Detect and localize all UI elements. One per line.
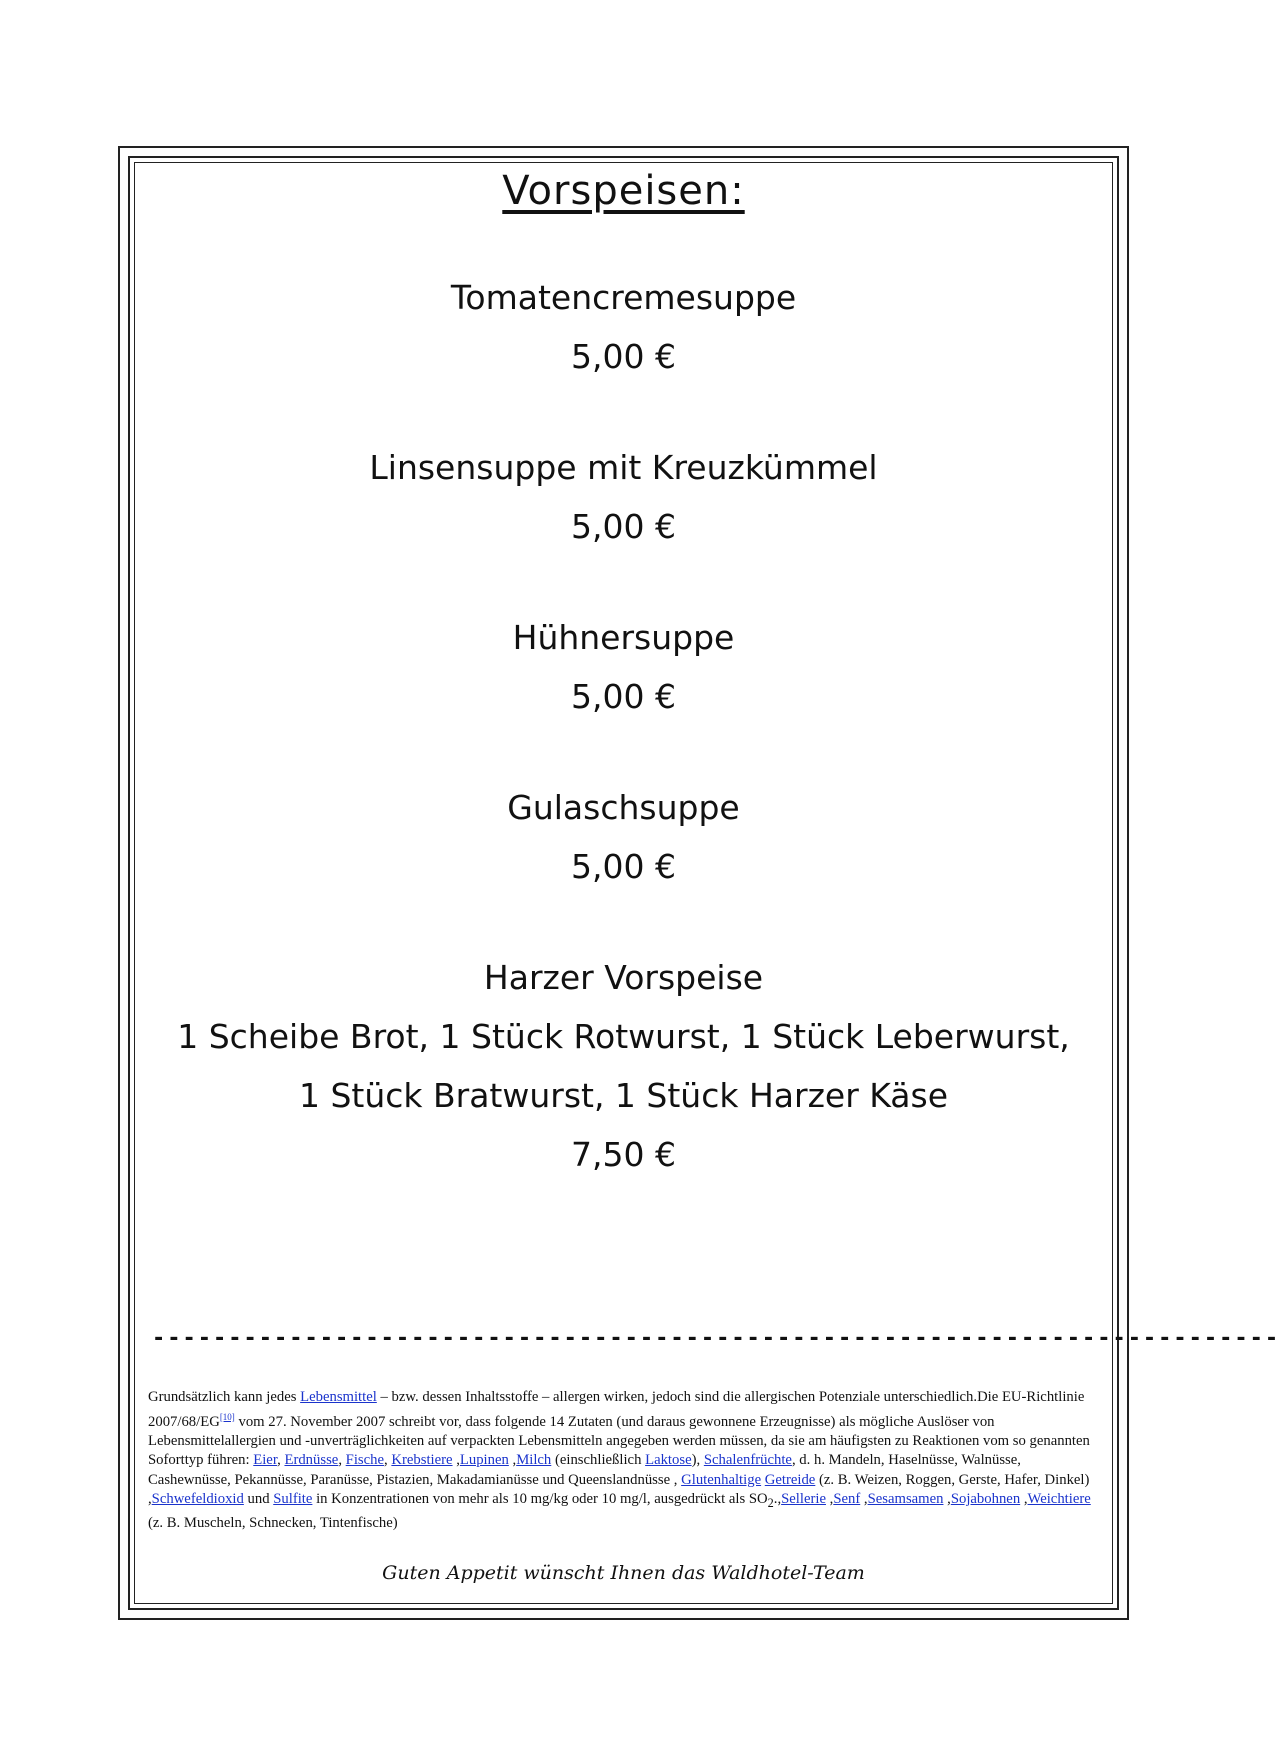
link-milch[interactable]: Milch — [516, 1452, 552, 1469]
notice-separator: , — [860, 1491, 868, 1508]
dish-item — [120, 438, 1127, 556]
dish-description: 1 Scheibe Brot, 1 Stück Rotwurst, 1 Stück Leberwurst, — [177, 1017, 1070, 1056]
footer-greeting: Guten Appetit wünscht Ihnen das Waldhotel-Team — [382, 1562, 865, 1584]
notice-text: (einschließlich — [551, 1452, 646, 1469]
link-eier[interactable]: Eier — [253, 1452, 278, 1469]
allergy-notice — [148, 1388, 1099, 1533]
link-krebstiere[interactable]: Krebstiere — [391, 1452, 453, 1469]
dish-list — [120, 268, 1127, 1236]
page-title: Vorspeisen: — [502, 168, 745, 214]
dish-name: Harzer Vorspeise — [483, 958, 764, 997]
notice-text: ), — [691, 1452, 704, 1469]
dashed-divider: -------------------------------------------------------------------------- — [152, 1326, 1280, 1351]
link-sesamsamen[interactable]: Sesamsamen — [867, 1491, 944, 1508]
notice-text: (z. B. Weizen, Roggen, Gerste, Hafer, Dinkel) , — [148, 1471, 1090, 1508]
dish-item — [120, 778, 1127, 896]
link-schalenfruechte[interactable]: Schalenfrüchte — [703, 1452, 792, 1469]
dish-price: 5,00 € — [571, 337, 676, 376]
menu-frame — [118, 146, 1280, 1620]
dish-name: Hühnersuppe — [512, 618, 735, 657]
link-schwefeldioxid[interactable]: Schwefeldioxid — [151, 1491, 244, 1508]
subscript-2: 2 — [767, 1496, 774, 1511]
dish-price: 5,00 € — [571, 677, 676, 716]
dish-item — [120, 268, 1127, 386]
notice-separator: , — [825, 1491, 834, 1508]
dish-name: Linsensuppe mit Kreuzkümmel — [369, 448, 878, 487]
link-glutenhaltige[interactable]: Glutenhaltige — [681, 1471, 762, 1488]
notice-separator: , — [508, 1452, 517, 1469]
notice-separator: , — [338, 1452, 346, 1469]
link-sojabohnen[interactable]: Sojabohnen — [950, 1491, 1021, 1508]
dish-name: Tomatencremesuppe — [450, 278, 797, 317]
link-getreide[interactable]: Getreide — [764, 1471, 816, 1488]
notice-text: , d. h. Mandeln, Haselnüsse, Walnüsse, Cashewnüsse, Pekannüsse, Paranüsse, Pistazien, Makadamianüsse und Queenslandnüsse , — [148, 1452, 1021, 1488]
dish-name: Gulaschsuppe — [507, 788, 740, 827]
link-lebensmittel[interactable]: Lebensmittel — [300, 1389, 377, 1405]
notice-text: vom 27. November 2007 schreibt vor, dass folgende 14 Zutaten (und daraus gewonnene Erzeugnisse) als mögliche Auslöser von Lebensmittelallergien und -unverträglichkeiten auf verpackten Lebensmitteln angegeben werden müssen, da sie am häufigsten zu Reaktionen vom so genannten Soforttyp führen: — [148, 1413, 1090, 1469]
link-senf[interactable]: Senf — [833, 1491, 861, 1508]
link-lupinen[interactable]: Lupinen — [459, 1452, 509, 1469]
notice-separator: , — [943, 1491, 951, 1508]
notice-text: in Konzentrationen von mehr als 10 mg/kg oder 10 mg/l, ausgedrückt als SO — [312, 1491, 768, 1508]
link-sulfite[interactable]: Sulfite — [273, 1491, 313, 1508]
notice-text: (z. B. Muscheln, Schnecken, Tintenfische) — [148, 1514, 398, 1531]
notice-text: und — [243, 1491, 274, 1508]
dish-price: 5,00 € — [571, 507, 676, 546]
notice-separator: , — [384, 1452, 392, 1469]
link-sellerie[interactable]: Sellerie — [781, 1491, 826, 1508]
notice-text: – bzw. dessen Inhaltsstoffe – allergen wirken, jedoch sind die allergischen Potenziale unterschiedlich.Die EU-Richtlinie 2007/68/EG — [148, 1389, 1085, 1430]
link-weichtiere[interactable]: Weichtiere — [1027, 1491, 1091, 1508]
link-laktose[interactable]: Laktose — [645, 1452, 692, 1469]
notice-text: Grundsätzlich kann jedes — [148, 1389, 301, 1405]
link-fische[interactable]: Fische — [345, 1452, 385, 1469]
dish-price: 7,50 € — [571, 1135, 676, 1174]
notice-separator: , — [452, 1452, 460, 1469]
dish-price: 5,00 € — [571, 847, 676, 886]
link-erdnuesse[interactable]: Erdnüsse — [284, 1452, 339, 1469]
notice-text: ., — [773, 1491, 782, 1508]
dish-item — [120, 948, 1127, 1184]
notice-separator: , — [1020, 1491, 1028, 1508]
notice-separator: , — [277, 1452, 285, 1469]
dish-item — [120, 608, 1127, 726]
reference-link[interactable]: [10] — [219, 1411, 235, 1422]
dish-description: 1 Stück Bratwurst, 1 Stück Harzer Käse — [298, 1076, 949, 1115]
